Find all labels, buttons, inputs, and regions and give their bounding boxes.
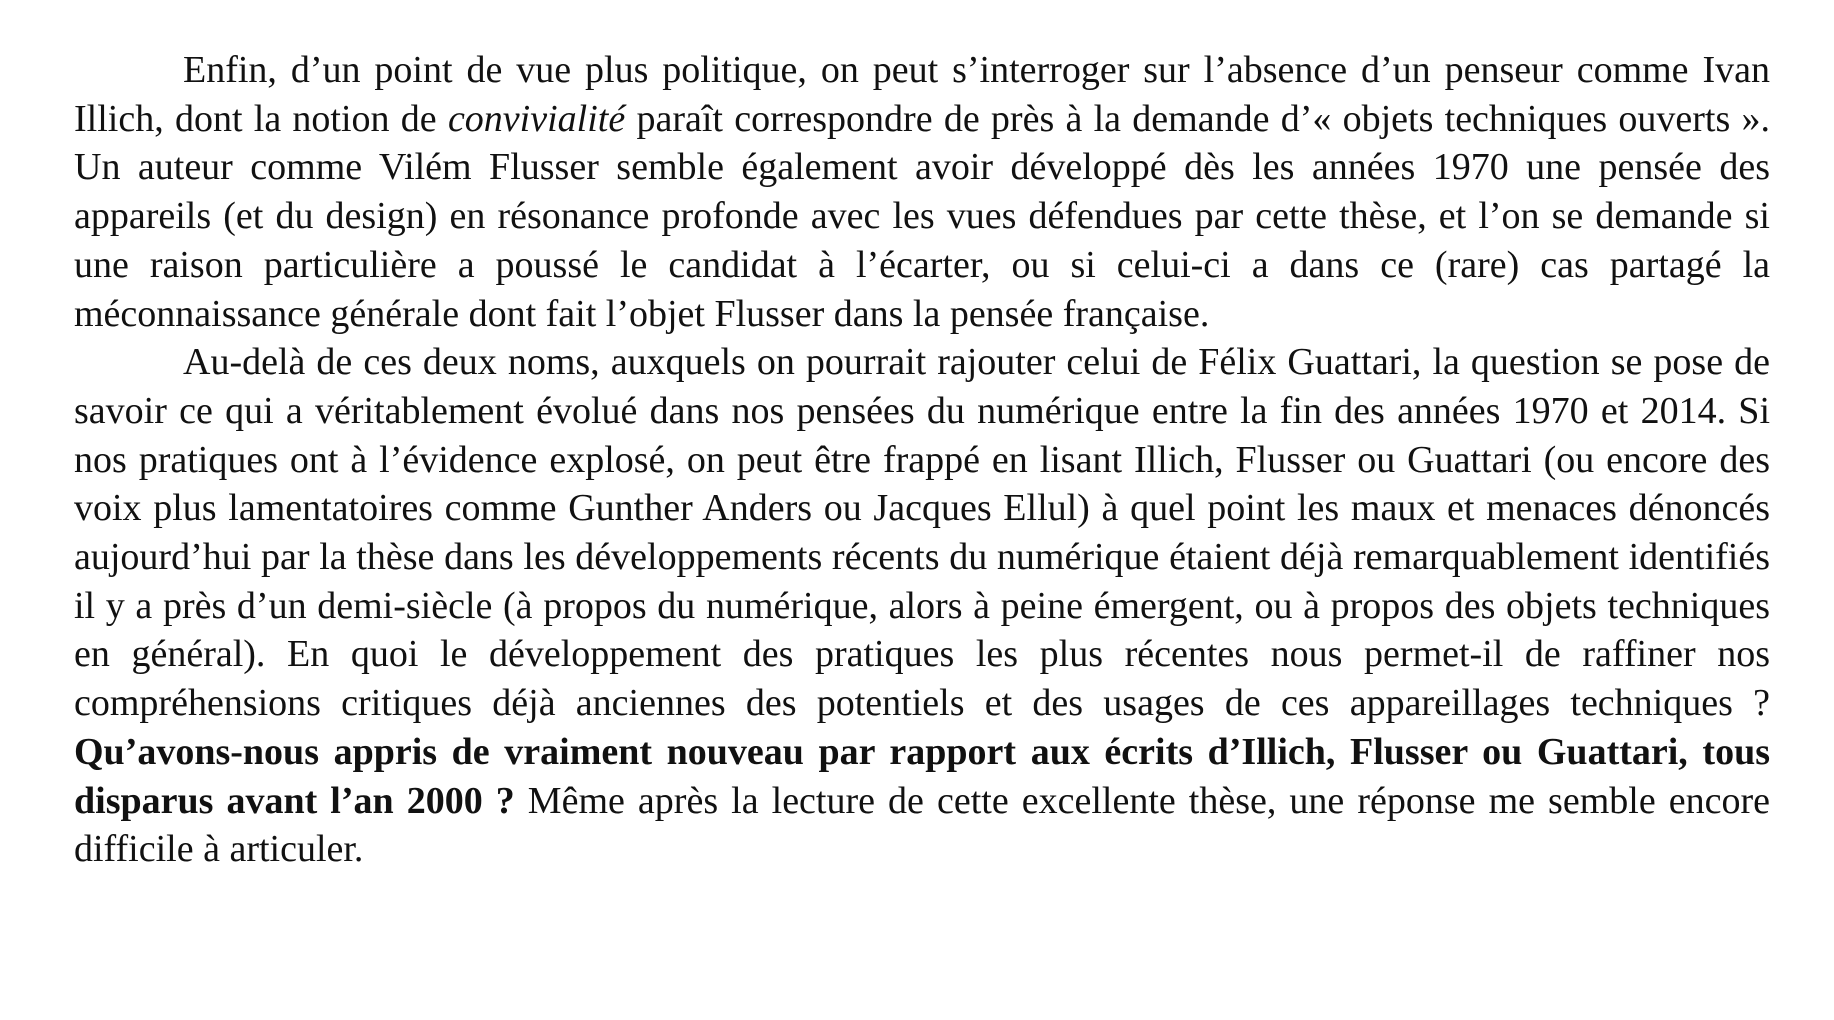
paragraph-1 <box>74 46 1770 338</box>
paragraph-2-text-start: Au-delà de ces deux noms, auxquels on pourrait rajouter celui de Félix Guattari, la question se pose de savoir ce qui a véritablement évolué dans nos pensées du numérique entre la fin des années 1970 et 2014. Si nos pratiques ont à l’évidence explosé, on peut être frappé en lisant Illich, Flusser ou Guattari (ou encore des voix plus lamentatoires comme Gunther Anders ou Jacques Ellul) à quel point les maux et menaces dénoncés aujourd’hui par la thèse dans les développements récents du numérique étaient déjà remarquablement identifiés il y a près d’un demi-siècle (à propos du numérique, alors à peine émergent, ou à propos des objets techniques en général). En quoi le développement des pratiques les plus récentes nous permet-il de raffiner nos compréhensions critiques déjà anciennes des potentiels et des usages de ces appareillages techniques ? <box>74 341 1770 725</box>
paragraph-2-bold-question: Qu’avons-nous appris de vraiment nouveau par rapport aux écrits d’Illich, Flusser ou Guattari, tous disparus avant l’an 2000 ? <box>74 730 1770 822</box>
paragraph-2 <box>74 338 1770 874</box>
paragraph-1-italic-term: convivialité <box>447 97 626 140</box>
paragraph-1-text-end: paraît correspondre de près à la demande d’« objets techniques ouverts ». Un auteur comme Vilém Flusser semble également avoir développé dès les années 1970 une pensée des appareils (et du design) en résonance profonde avec les vues défendues par cette thèse, et l’on se demande si une raison particulière a poussé le candidat à l’écarter, ou si celui-ci a dans ce (rare) cas partagé la méconnaissance générale dont fait l’objet Flusser dans la pensée française. <box>74 97 1771 335</box>
paragraph-2-text-end: Même après la lecture de cette excellente thèse, une réponse me semble encore difficile à articuler. <box>74 779 1770 871</box>
paragraph-1-text-start: Enfin, d’un point de vue plus politique, on peut s’interroger sur l’absence d’un penseur comme Ivan Illich, dont la notion de <box>74 49 1770 140</box>
document-page <box>74 46 1770 874</box>
